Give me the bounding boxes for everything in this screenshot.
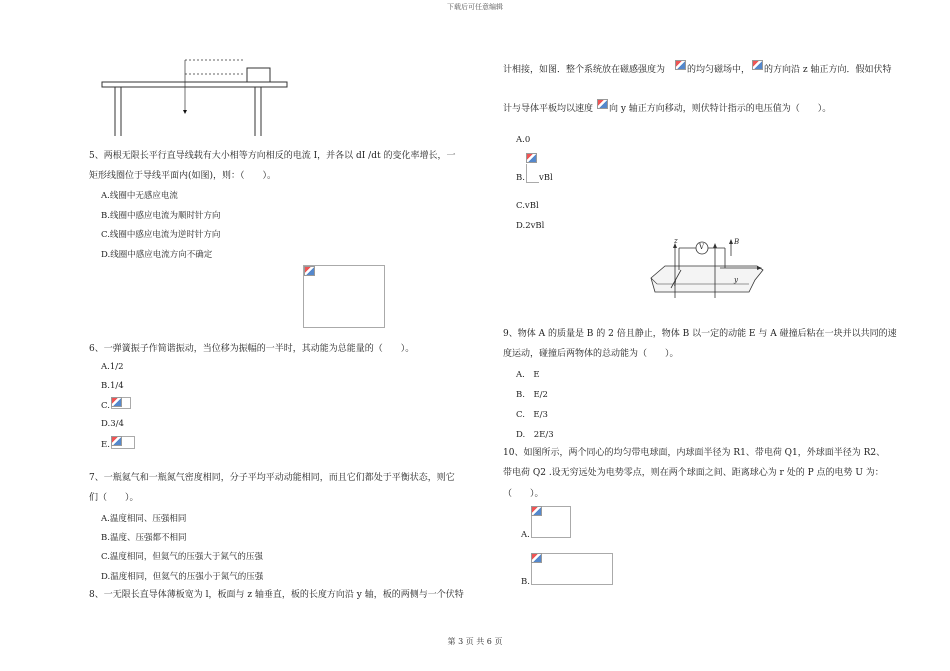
- broken-image-icon: [531, 553, 542, 563]
- q8-fig-label-z: z: [674, 237, 678, 245]
- q5-figure-placeholder: [303, 265, 385, 328]
- q6-option-e: E.: [101, 440, 110, 450]
- q9-stem-line1: 9、物体 A 的质量是 B 的 2 倍且静止，物体 B 以一定的动能 E 与 A 碰撞后粘在一块并以共同的速: [503, 329, 897, 339]
- q6-stem: 6、一弹簧振子作简谐振动，当位移为振幅的一半时，其动能为总能量的（ ）。: [89, 344, 415, 354]
- q5-stem-line2: 矩形线圈位于导线平面内(如图)，则：（ ）。: [89, 171, 277, 181]
- q10-b-formula-placeholder: [531, 553, 613, 585]
- q5-option-b: B.线圈中感应电流为顺时针方向: [101, 211, 221, 221]
- broken-image-icon: [597, 99, 608, 109]
- q8-fig-label-l: l: [674, 280, 677, 288]
- q6-option-a: A.1/2: [101, 362, 124, 372]
- page-footer: 第 3 页 共 6 页: [447, 637, 503, 646]
- table-figure: [95, 58, 295, 138]
- broken-image-icon: [304, 266, 315, 276]
- q8-stem-line3b: 向 y 轴正方向移动，则伏特计指示的电压值为（ ）。: [609, 104, 832, 114]
- broken-image-icon: [752, 60, 763, 70]
- broken-image-icon: [111, 397, 122, 407]
- q8-stem-line2c: 的方向沿 z 轴正方向．假如伏特: [764, 65, 892, 75]
- q9-option-a: A. E: [516, 370, 540, 380]
- q9-option-c: C. E/3: [516, 410, 548, 420]
- q8-plate-figure: [645, 238, 770, 303]
- q8-option-c: C.vBl: [516, 201, 539, 211]
- q8-option-a: A.0: [516, 135, 531, 145]
- q7-stem-line2: 们（ ）。: [89, 493, 139, 503]
- q7-option-d: D.温度相同，但氦气的压强小于氮气的压强: [101, 572, 264, 582]
- q8-stem-line1: 8、一无限长直导体薄板宽为 l，板面与 z 轴垂直，板的长度方向沿 y 轴，板的两侧与一个伏特: [89, 590, 464, 600]
- q7-stem-line1: 7、一瓶氦气和一瓶氮气密度相同，分子平均平动动能相同，而且它们都处于平衡状态，则它: [89, 473, 455, 483]
- broken-image-icon: [526, 153, 537, 163]
- q6-option-c: C.: [101, 401, 110, 411]
- q7-option-b: B.温度、压强都不相同: [101, 533, 187, 543]
- q8-stem-line2b: 的均匀磁场中，: [687, 65, 751, 75]
- q8-fig-label-b: B: [734, 238, 740, 246]
- q8-stem-line3a: 计与导体平板均以速度: [503, 104, 594, 114]
- broken-image-icon: [675, 60, 686, 70]
- q10-stem-line3: （ ）。: [503, 489, 544, 499]
- q5-stem-line1: 5、两根无限长平行直导线载有大小相等方向相反的电流 I，并各以 dI /dt 的变化率增长，一: [89, 151, 456, 161]
- q10-option-a: A.: [521, 530, 530, 540]
- q5-option-c: C.线圈中感应电流为逆时针方向: [101, 230, 221, 240]
- q9-stem-line2: 度运动，碰撞后两物体的总动能为（ ）。: [503, 349, 679, 359]
- q8-b-formula-frame: [526, 164, 539, 183]
- broken-image-icon: [111, 436, 122, 446]
- q8-fig-label-y: y: [734, 276, 738, 284]
- q9-option-d: D. 2E/3: [516, 430, 554, 440]
- broken-image-icon: [531, 506, 542, 516]
- q5-option-a: A.线圈中无感应电流: [101, 191, 178, 201]
- q6-option-d: D.3/4: [101, 419, 124, 429]
- q9-option-b: B. E/2: [516, 390, 548, 400]
- q10-stem-line1: 10、如图所示，两个同心的均匀带电球面，内球面半径为 R1、带电荷 Q1，外球面半径为 R2、: [503, 448, 886, 458]
- q8-stem-line2a: 计相接，如图．整个系统放在磁感强度为: [503, 65, 666, 75]
- q7-option-a: A.温度相同、压强相同: [101, 514, 187, 524]
- q8-option-d: D.2vBl: [516, 221, 545, 231]
- q8-option-b: B.: [516, 173, 525, 183]
- q8-fig-label-voltmeter: V: [699, 243, 705, 251]
- page-header: 下载后可任意编辑: [447, 3, 503, 11]
- q6-option-b: B.1/4: [101, 381, 124, 391]
- q10-stem-line2: 带电荷 Q2 .设无穷远处为电势零点，则在两个球面之间、距离球心为 r 处的 P 点的电势 U 为：: [503, 468, 884, 478]
- q8-option-b-text: vBl: [539, 173, 553, 183]
- q10-option-b: B.: [521, 577, 530, 587]
- q7-option-c: C.温度相同，但氦气的压强大于氮气的压强: [101, 552, 263, 562]
- q5-option-d: D.线圈中感应电流方向不确定: [101, 250, 213, 260]
